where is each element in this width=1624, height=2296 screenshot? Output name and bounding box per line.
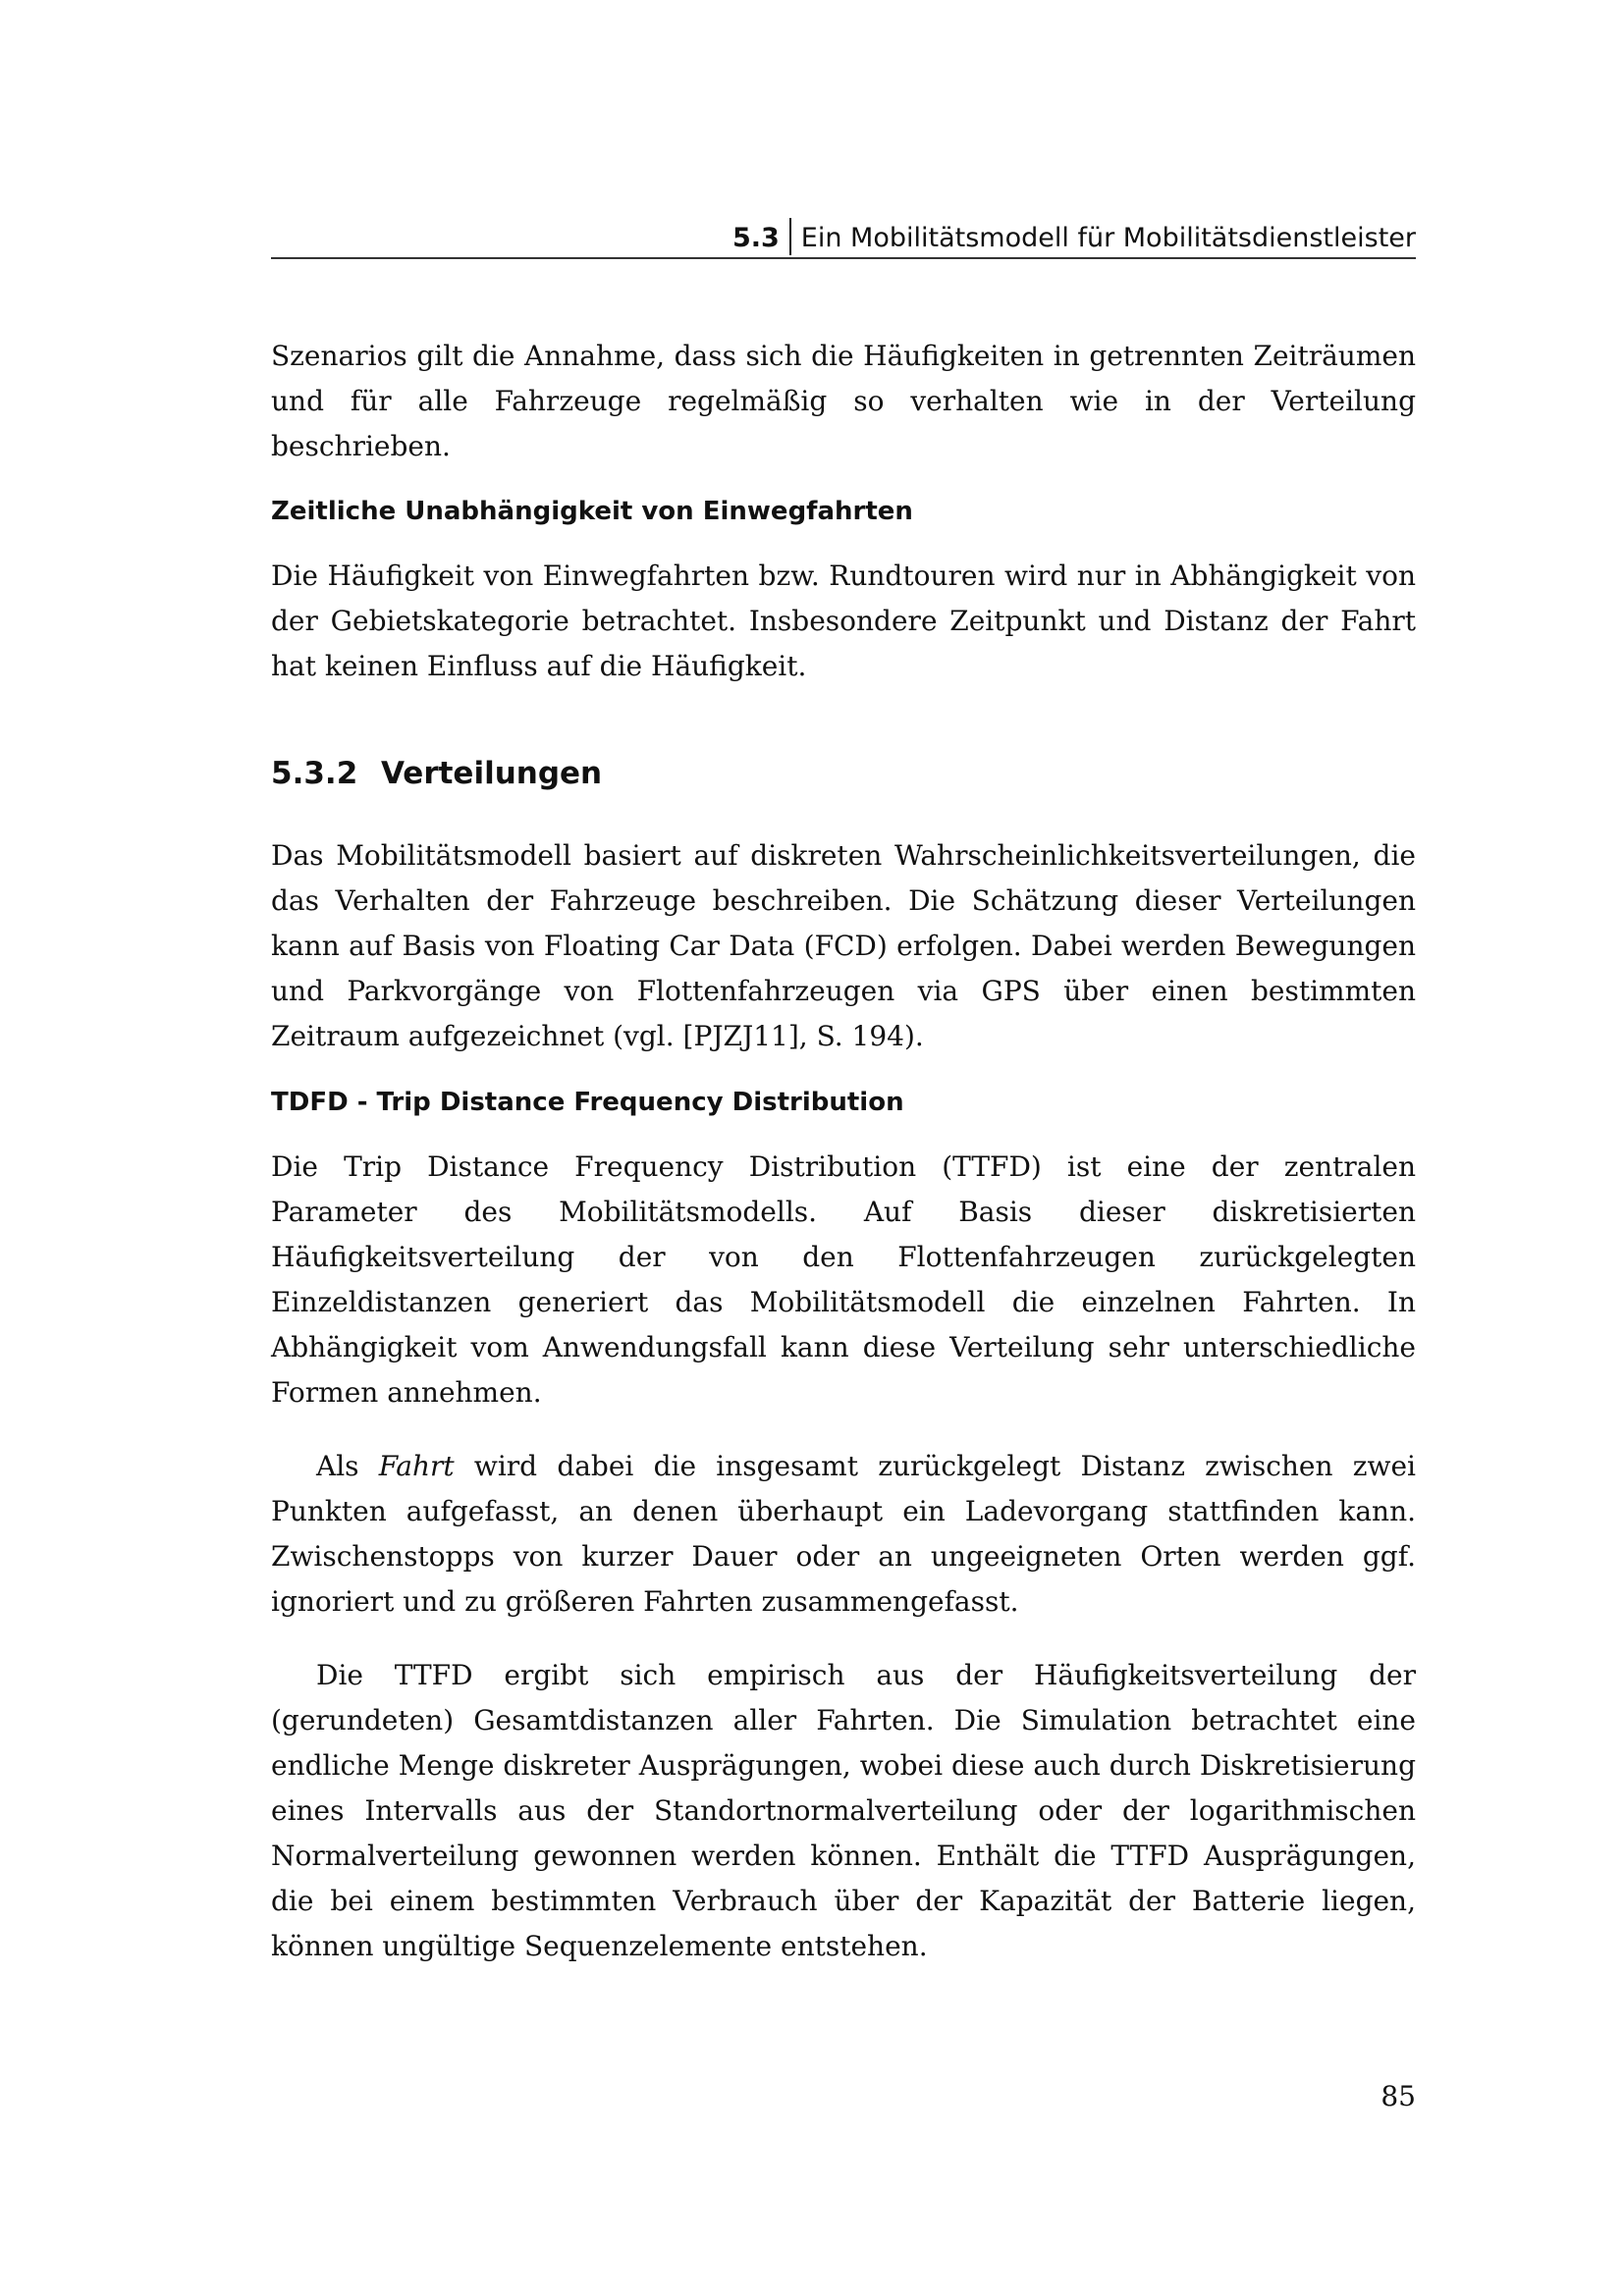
subheading-tdfd: TDFD - Trip Distance Frequency Distribution	[271, 1088, 904, 1117]
section-number: 5.3.2	[271, 756, 358, 791]
header-section-title: Ein Mobilitätsmodell für Mobilitätsdienstleister	[800, 223, 1416, 253]
term-fahrt: Fahrt	[378, 1450, 455, 1482]
paragraph-ttfd-empirisch: Die TTFD ergibt sich empirisch aus der Häufigkeitsverteilung der (gerundeten) Gesamtdistanzen aller Fahrten. Die Simulation betrachtet eine endliche Menge diskreter Ausprägungen, wobei diese auch durch Diskretisierung eines Intervalls aus der Standortnormalverteilung oder der logarithmischen Normalverteilung gewonnen werden können. Enthält die TTFD Ausprägungen, die bei einem bestimmten Verbrauch über der Kapazität der Batterie liegen, können ungültige Sequenzelemente entstehen.	[271, 1659, 1416, 1962]
paragraph-haeufigkeit: Die Häufigkeit von Einwegfahrten bzw. Rundtouren wird nur in Abhängigkeit von der Gebietskategorie betrachtet. Insbesondere Zeitpunkt und Distanz der Fahrt hat keinen Einfluss auf die Häufigkeit.	[271, 560, 1416, 682]
header-divider	[789, 218, 791, 255]
page-number: 85	[1380, 2080, 1416, 2112]
paragraph-ttfd-definition: Die Trip Distance Frequency Distribution (TTFD) ist eine der zentralen Parameter des Mobilitätsmodells. Auf Basis dieser diskretisierten Häufigkeitsverteilung der von den Flottenfahrzeugen zurückgelegten Einzeldistanzen generiert das Mobilitätsmodell die einzelnen Fahrten. In Abhängigkeit vom Anwendungsfall kann diese Verteilung sehr unterschiedliche Formen annehmen.	[271, 1150, 1416, 1409]
page-body	[271, 334, 1416, 1969]
section-heading-verteilungen	[271, 754, 1416, 793]
subheading-zeitliche-unabhaengigkeit: Zeitliche Unabhängigkeit von Einwegfahrten	[271, 497, 913, 526]
paragraph-fahrt	[271, 1444, 1416, 1625]
paragraph-fahrt-rest: wird dabei die insgesamt zurückgelegt Distanz zwischen zwei Punkten aufgefasst, an denen überhaupt ein Ladevorgang stattfinden kann. Zwischenstopps von kurzer Dauer oder an ungeeigneten Orten werden ggf. ignoriert und zu größeren Fahrten zusammengefasst.	[271, 1450, 1416, 1618]
header-section-number: 5.3	[731, 223, 780, 253]
paragraph-mobilitaetsmodell: Das Mobilitätsmodell basiert auf diskreten Wahrscheinlichkeitsverteilungen, die das Verhalten der Fahrzeuge beschreiben. Die Schätzung dieser Verteilungen kann auf Basis von Floating Car Data (FCD) erfolgen. Dabei werden Bewegungen und Parkvorgänge von Flottenfahrzeugen via GPS über einen bestimmten Zeitraum aufgezeichnet (vgl. [PJZJ11], S. 194).	[271, 839, 1416, 1052]
paragraph-fahrt-start: Als	[316, 1450, 379, 1482]
section-title: Verteilungen	[381, 756, 603, 791]
running-header	[271, 218, 1416, 259]
paragraph-szenarios: Szenarios gilt die Annahme, dass sich die Häufigkeiten in getrennten Zeiträumen und für alle Fahrzeuge regelmäßig so verhalten wie in der Verteilung beschrieben.	[271, 340, 1416, 462]
